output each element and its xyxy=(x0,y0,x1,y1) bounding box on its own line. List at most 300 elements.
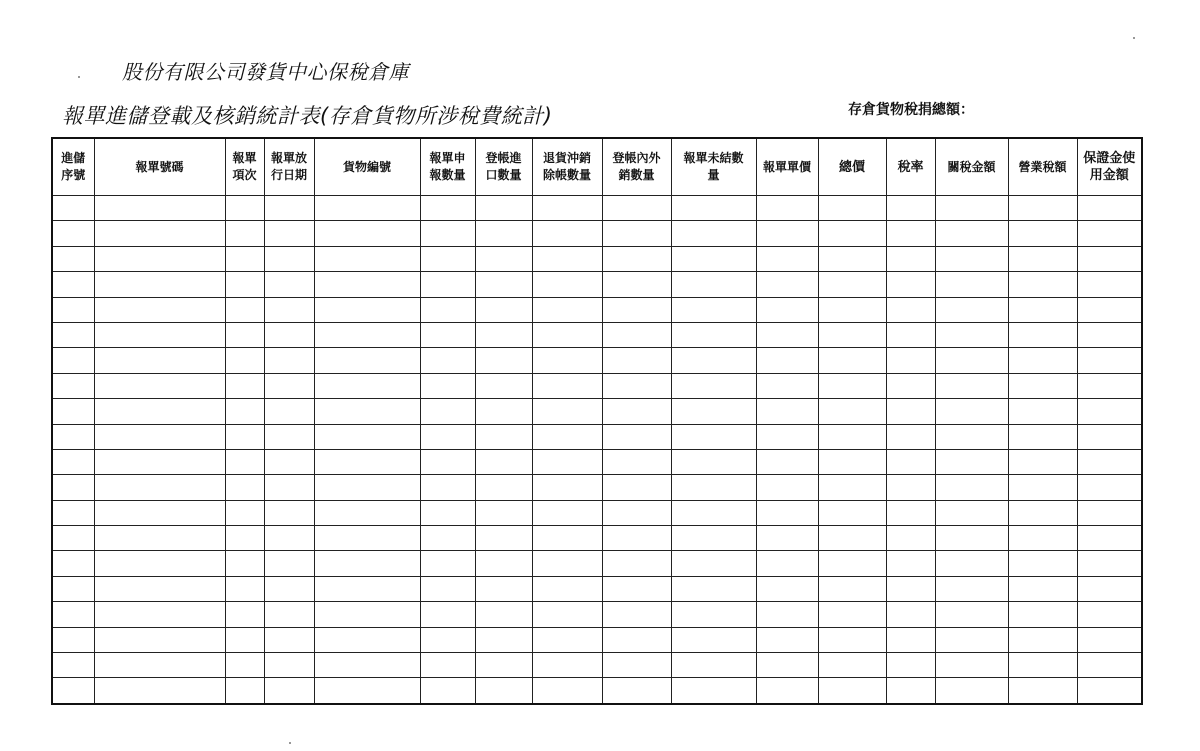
table-cell[interactable] xyxy=(756,500,818,525)
table-cell[interactable] xyxy=(935,272,1008,297)
table-cell[interactable] xyxy=(935,246,1008,271)
table-cell[interactable] xyxy=(1077,500,1142,525)
table-cell[interactable] xyxy=(94,196,225,221)
table-cell[interactable] xyxy=(1008,196,1077,221)
table-cell[interactable] xyxy=(935,576,1008,601)
table-cell[interactable] xyxy=(264,653,314,678)
table-cell[interactable] xyxy=(532,602,602,627)
table-cell[interactable] xyxy=(420,221,475,246)
table-cell[interactable] xyxy=(225,196,264,221)
table-cell[interactable] xyxy=(1008,500,1077,525)
table-cell[interactable] xyxy=(818,322,886,347)
table-cell[interactable] xyxy=(1077,551,1142,576)
table-cell[interactable] xyxy=(420,348,475,373)
table-cell[interactable] xyxy=(264,399,314,424)
table-cell[interactable] xyxy=(1008,526,1077,551)
table-cell[interactable] xyxy=(756,322,818,347)
table-cell[interactable] xyxy=(818,526,886,551)
table-cell[interactable] xyxy=(886,627,935,652)
table-cell[interactable] xyxy=(420,576,475,601)
table-cell[interactable] xyxy=(886,449,935,474)
table-cell[interactable] xyxy=(94,475,225,500)
table-cell[interactable] xyxy=(886,653,935,678)
table-cell[interactable] xyxy=(1077,678,1142,704)
table-cell[interactable] xyxy=(52,196,94,221)
table-cell[interactable] xyxy=(671,322,756,347)
table-cell[interactable] xyxy=(420,449,475,474)
table-cell[interactable] xyxy=(314,576,420,601)
table-cell[interactable] xyxy=(420,373,475,398)
table-cell[interactable] xyxy=(532,551,602,576)
table-cell[interactable] xyxy=(671,627,756,652)
table-cell[interactable] xyxy=(1077,449,1142,474)
table-cell[interactable] xyxy=(420,551,475,576)
table-cell[interactable] xyxy=(756,475,818,500)
table-cell[interactable] xyxy=(475,475,532,500)
table-cell[interactable] xyxy=(886,373,935,398)
table-cell[interactable] xyxy=(671,272,756,297)
table-cell[interactable] xyxy=(935,551,1008,576)
table-cell[interactable] xyxy=(94,348,225,373)
table-cell[interactable] xyxy=(1077,297,1142,322)
table-cell[interactable] xyxy=(52,322,94,347)
table-cell[interactable] xyxy=(935,449,1008,474)
table-cell[interactable] xyxy=(532,627,602,652)
table-cell[interactable] xyxy=(935,373,1008,398)
table-cell[interactable] xyxy=(886,399,935,424)
table-cell[interactable] xyxy=(818,424,886,449)
table-cell[interactable] xyxy=(264,627,314,652)
table-cell[interactable] xyxy=(935,526,1008,551)
table-cell[interactable] xyxy=(818,500,886,525)
table-cell[interactable] xyxy=(532,424,602,449)
table-cell[interactable] xyxy=(532,449,602,474)
table-cell[interactable] xyxy=(602,322,671,347)
table-cell[interactable] xyxy=(225,475,264,500)
table-cell[interactable] xyxy=(756,678,818,704)
table-cell[interactable] xyxy=(264,551,314,576)
table-cell[interactable] xyxy=(935,475,1008,500)
table-cell[interactable] xyxy=(818,221,886,246)
table-cell[interactable] xyxy=(420,627,475,652)
table-cell[interactable] xyxy=(886,551,935,576)
table-cell[interactable] xyxy=(475,272,532,297)
table-cell[interactable] xyxy=(264,424,314,449)
table-cell[interactable] xyxy=(264,500,314,525)
table-cell[interactable] xyxy=(602,246,671,271)
table-cell[interactable] xyxy=(602,627,671,652)
table-cell[interactable] xyxy=(818,348,886,373)
table-cell[interactable] xyxy=(420,475,475,500)
table-cell[interactable] xyxy=(756,551,818,576)
table-cell[interactable] xyxy=(886,424,935,449)
table-cell[interactable] xyxy=(671,653,756,678)
table-cell[interactable] xyxy=(420,246,475,271)
table-cell[interactable] xyxy=(314,373,420,398)
table-cell[interactable] xyxy=(475,653,532,678)
table-cell[interactable] xyxy=(475,449,532,474)
table-cell[interactable] xyxy=(602,449,671,474)
table-cell[interactable] xyxy=(532,576,602,601)
table-cell[interactable] xyxy=(756,272,818,297)
table-cell[interactable] xyxy=(225,272,264,297)
table-cell[interactable] xyxy=(756,424,818,449)
table-cell[interactable] xyxy=(671,399,756,424)
table-cell[interactable] xyxy=(94,627,225,652)
table-cell[interactable] xyxy=(756,297,818,322)
table-cell[interactable] xyxy=(264,297,314,322)
table-cell[interactable] xyxy=(756,449,818,474)
table-cell[interactable] xyxy=(94,576,225,601)
table-cell[interactable] xyxy=(935,627,1008,652)
table-cell[interactable] xyxy=(886,602,935,627)
table-cell[interactable] xyxy=(756,576,818,601)
table-cell[interactable] xyxy=(94,526,225,551)
table-cell[interactable] xyxy=(420,322,475,347)
table-cell[interactable] xyxy=(886,526,935,551)
table-cell[interactable] xyxy=(935,602,1008,627)
table-cell[interactable] xyxy=(935,678,1008,704)
table-cell[interactable] xyxy=(935,399,1008,424)
table-cell[interactable] xyxy=(756,221,818,246)
table-cell[interactable] xyxy=(52,653,94,678)
table-cell[interactable] xyxy=(52,678,94,704)
table-cell[interactable] xyxy=(314,399,420,424)
table-cell[interactable] xyxy=(264,348,314,373)
table-cell[interactable] xyxy=(420,424,475,449)
table-cell[interactable] xyxy=(1008,322,1077,347)
table-cell[interactable] xyxy=(225,221,264,246)
table-cell[interactable] xyxy=(602,348,671,373)
table-cell[interactable] xyxy=(886,246,935,271)
table-cell[interactable] xyxy=(671,246,756,271)
table-cell[interactable] xyxy=(94,500,225,525)
table-cell[interactable] xyxy=(886,678,935,704)
table-cell[interactable] xyxy=(532,196,602,221)
table-cell[interactable] xyxy=(886,475,935,500)
table-cell[interactable] xyxy=(671,551,756,576)
table-cell[interactable] xyxy=(94,602,225,627)
table-cell[interactable] xyxy=(52,475,94,500)
table-cell[interactable] xyxy=(420,500,475,525)
table-cell[interactable] xyxy=(886,272,935,297)
table-cell[interactable] xyxy=(671,500,756,525)
table-cell[interactable] xyxy=(52,449,94,474)
table-cell[interactable] xyxy=(532,399,602,424)
table-cell[interactable] xyxy=(225,627,264,652)
table-cell[interactable] xyxy=(671,348,756,373)
table-cell[interactable] xyxy=(1008,449,1077,474)
table-cell[interactable] xyxy=(1077,348,1142,373)
table-cell[interactable] xyxy=(1077,424,1142,449)
table-cell[interactable] xyxy=(94,297,225,322)
table-cell[interactable] xyxy=(886,221,935,246)
table-cell[interactable] xyxy=(818,399,886,424)
table-cell[interactable] xyxy=(756,399,818,424)
table-cell[interactable] xyxy=(314,678,420,704)
table-cell[interactable] xyxy=(264,449,314,474)
table-cell[interactable] xyxy=(314,348,420,373)
table-cell[interactable] xyxy=(225,399,264,424)
table-cell[interactable] xyxy=(1077,653,1142,678)
table-cell[interactable] xyxy=(1077,246,1142,271)
table-cell[interactable] xyxy=(532,348,602,373)
table-cell[interactable] xyxy=(671,424,756,449)
table-cell[interactable] xyxy=(314,272,420,297)
table-cell[interactable] xyxy=(818,449,886,474)
table-cell[interactable] xyxy=(52,602,94,627)
table-cell[interactable] xyxy=(935,424,1008,449)
table-cell[interactable] xyxy=(314,221,420,246)
table-cell[interactable] xyxy=(818,678,886,704)
table-cell[interactable] xyxy=(1008,678,1077,704)
table-cell[interactable] xyxy=(420,297,475,322)
table-cell[interactable] xyxy=(314,627,420,652)
table-cell[interactable] xyxy=(264,576,314,601)
table-cell[interactable] xyxy=(264,221,314,246)
table-cell[interactable] xyxy=(420,602,475,627)
table-cell[interactable] xyxy=(52,246,94,271)
table-cell[interactable] xyxy=(1077,373,1142,398)
table-cell[interactable] xyxy=(818,576,886,601)
table-cell[interactable] xyxy=(532,221,602,246)
table-cell[interactable] xyxy=(52,348,94,373)
table-cell[interactable] xyxy=(94,678,225,704)
table-cell[interactable] xyxy=(1077,475,1142,500)
table-cell[interactable] xyxy=(671,221,756,246)
table-cell[interactable] xyxy=(52,373,94,398)
table-cell[interactable] xyxy=(225,653,264,678)
table-cell[interactable] xyxy=(602,576,671,601)
table-cell[interactable] xyxy=(225,449,264,474)
table-cell[interactable] xyxy=(475,246,532,271)
table-cell[interactable] xyxy=(475,373,532,398)
table-cell[interactable] xyxy=(475,322,532,347)
table-cell[interactable] xyxy=(532,500,602,525)
table-cell[interactable] xyxy=(314,653,420,678)
table-cell[interactable] xyxy=(475,551,532,576)
table-cell[interactable] xyxy=(314,475,420,500)
table-cell[interactable] xyxy=(671,373,756,398)
table-cell[interactable] xyxy=(602,196,671,221)
table-cell[interactable] xyxy=(94,551,225,576)
table-cell[interactable] xyxy=(314,322,420,347)
table-cell[interactable] xyxy=(1077,399,1142,424)
table-cell[interactable] xyxy=(225,322,264,347)
table-cell[interactable] xyxy=(314,424,420,449)
table-cell[interactable] xyxy=(420,399,475,424)
table-cell[interactable] xyxy=(314,602,420,627)
table-cell[interactable] xyxy=(94,322,225,347)
table-cell[interactable] xyxy=(1077,272,1142,297)
table-cell[interactable] xyxy=(602,602,671,627)
table-cell[interactable] xyxy=(94,653,225,678)
table-cell[interactable] xyxy=(532,246,602,271)
table-cell[interactable] xyxy=(671,196,756,221)
table-cell[interactable] xyxy=(1008,297,1077,322)
table-cell[interactable] xyxy=(886,322,935,347)
table-cell[interactable] xyxy=(1008,551,1077,576)
table-cell[interactable] xyxy=(420,653,475,678)
table-cell[interactable] xyxy=(314,526,420,551)
table-cell[interactable] xyxy=(52,221,94,246)
table-cell[interactable] xyxy=(818,475,886,500)
table-cell[interactable] xyxy=(756,627,818,652)
table-cell[interactable] xyxy=(94,221,225,246)
table-cell[interactable] xyxy=(420,272,475,297)
table-cell[interactable] xyxy=(602,653,671,678)
table-cell[interactable] xyxy=(420,526,475,551)
table-cell[interactable] xyxy=(1008,475,1077,500)
table-cell[interactable] xyxy=(264,602,314,627)
table-cell[interactable] xyxy=(671,475,756,500)
table-cell[interactable] xyxy=(671,526,756,551)
table-cell[interactable] xyxy=(532,322,602,347)
table-cell[interactable] xyxy=(94,272,225,297)
table-cell[interactable] xyxy=(52,297,94,322)
table-cell[interactable] xyxy=(818,373,886,398)
table-cell[interactable] xyxy=(52,627,94,652)
table-cell[interactable] xyxy=(225,348,264,373)
table-cell[interactable] xyxy=(314,246,420,271)
table-cell[interactable] xyxy=(818,297,886,322)
table-cell[interactable] xyxy=(225,678,264,704)
table-cell[interactable] xyxy=(602,297,671,322)
table-cell[interactable] xyxy=(420,678,475,704)
table-cell[interactable] xyxy=(671,449,756,474)
table-cell[interactable] xyxy=(475,602,532,627)
table-cell[interactable] xyxy=(886,348,935,373)
table-cell[interactable] xyxy=(818,272,886,297)
table-cell[interactable] xyxy=(475,627,532,652)
table-cell[interactable] xyxy=(935,500,1008,525)
table-cell[interactable] xyxy=(1077,627,1142,652)
table-cell[interactable] xyxy=(1008,348,1077,373)
table-cell[interactable] xyxy=(225,576,264,601)
table-cell[interactable] xyxy=(1008,246,1077,271)
table-cell[interactable] xyxy=(602,526,671,551)
table-cell[interactable] xyxy=(94,449,225,474)
table-cell[interactable] xyxy=(52,399,94,424)
table-cell[interactable] xyxy=(314,196,420,221)
table-cell[interactable] xyxy=(475,196,532,221)
table-cell[interactable] xyxy=(264,678,314,704)
table-cell[interactable] xyxy=(1077,602,1142,627)
table-cell[interactable] xyxy=(671,576,756,601)
table-cell[interactable] xyxy=(475,576,532,601)
table-cell[interactable] xyxy=(1008,424,1077,449)
table-cell[interactable] xyxy=(886,500,935,525)
table-cell[interactable] xyxy=(94,424,225,449)
table-cell[interactable] xyxy=(52,424,94,449)
table-cell[interactable] xyxy=(532,272,602,297)
table-cell[interactable] xyxy=(756,246,818,271)
table-cell[interactable] xyxy=(756,653,818,678)
table-cell[interactable] xyxy=(314,551,420,576)
table-cell[interactable] xyxy=(264,526,314,551)
table-cell[interactable] xyxy=(1008,653,1077,678)
table-cell[interactable] xyxy=(602,399,671,424)
table-cell[interactable] xyxy=(52,576,94,601)
table-cell[interactable] xyxy=(818,551,886,576)
table-cell[interactable] xyxy=(314,297,420,322)
table-cell[interactable] xyxy=(52,526,94,551)
table-cell[interactable] xyxy=(1077,322,1142,347)
table-cell[interactable] xyxy=(602,272,671,297)
table-cell[interactable] xyxy=(420,196,475,221)
table-cell[interactable] xyxy=(1077,526,1142,551)
table-cell[interactable] xyxy=(52,500,94,525)
table-cell[interactable] xyxy=(264,373,314,398)
table-cell[interactable] xyxy=(1077,576,1142,601)
table-cell[interactable] xyxy=(264,196,314,221)
table-cell[interactable] xyxy=(532,475,602,500)
table-cell[interactable] xyxy=(602,424,671,449)
table-cell[interactable] xyxy=(1008,221,1077,246)
table-cell[interactable] xyxy=(756,526,818,551)
table-cell[interactable] xyxy=(225,424,264,449)
table-cell[interactable] xyxy=(1077,221,1142,246)
table-cell[interactable] xyxy=(475,678,532,704)
table-cell[interactable] xyxy=(756,348,818,373)
table-cell[interactable] xyxy=(818,196,886,221)
table-cell[interactable] xyxy=(94,373,225,398)
table-cell[interactable] xyxy=(532,653,602,678)
table-cell[interactable] xyxy=(532,678,602,704)
table-cell[interactable] xyxy=(225,602,264,627)
table-cell[interactable] xyxy=(602,373,671,398)
table-cell[interactable] xyxy=(225,246,264,271)
table-cell[interactable] xyxy=(475,500,532,525)
table-cell[interactable] xyxy=(94,399,225,424)
table-cell[interactable] xyxy=(475,526,532,551)
table-cell[interactable] xyxy=(225,500,264,525)
table-cell[interactable] xyxy=(94,246,225,271)
table-cell[interactable] xyxy=(532,297,602,322)
table-cell[interactable] xyxy=(475,424,532,449)
table-cell[interactable] xyxy=(602,678,671,704)
table-cell[interactable] xyxy=(475,221,532,246)
table-cell[interactable] xyxy=(225,373,264,398)
table-cell[interactable] xyxy=(935,653,1008,678)
table-cell[interactable] xyxy=(264,475,314,500)
table-cell[interactable] xyxy=(52,272,94,297)
table-cell[interactable] xyxy=(886,297,935,322)
table-cell[interactable] xyxy=(1077,196,1142,221)
table-cell[interactable] xyxy=(1008,373,1077,398)
table-cell[interactable] xyxy=(225,297,264,322)
table-cell[interactable] xyxy=(52,551,94,576)
table-cell[interactable] xyxy=(1008,576,1077,601)
table-cell[interactable] xyxy=(671,297,756,322)
table-cell[interactable] xyxy=(602,221,671,246)
table-cell[interactable] xyxy=(818,653,886,678)
table-cell[interactable] xyxy=(602,551,671,576)
table-cell[interactable] xyxy=(314,500,420,525)
table-cell[interactable] xyxy=(264,272,314,297)
table-cell[interactable] xyxy=(756,196,818,221)
table-cell[interactable] xyxy=(756,602,818,627)
table-cell[interactable] xyxy=(1008,602,1077,627)
table-cell[interactable] xyxy=(264,246,314,271)
table-cell[interactable] xyxy=(818,602,886,627)
table-cell[interactable] xyxy=(1008,272,1077,297)
table-cell[interactable] xyxy=(264,322,314,347)
table-cell[interactable] xyxy=(532,373,602,398)
table-cell[interactable] xyxy=(475,399,532,424)
table-cell[interactable] xyxy=(818,246,886,271)
table-cell[interactable] xyxy=(602,475,671,500)
